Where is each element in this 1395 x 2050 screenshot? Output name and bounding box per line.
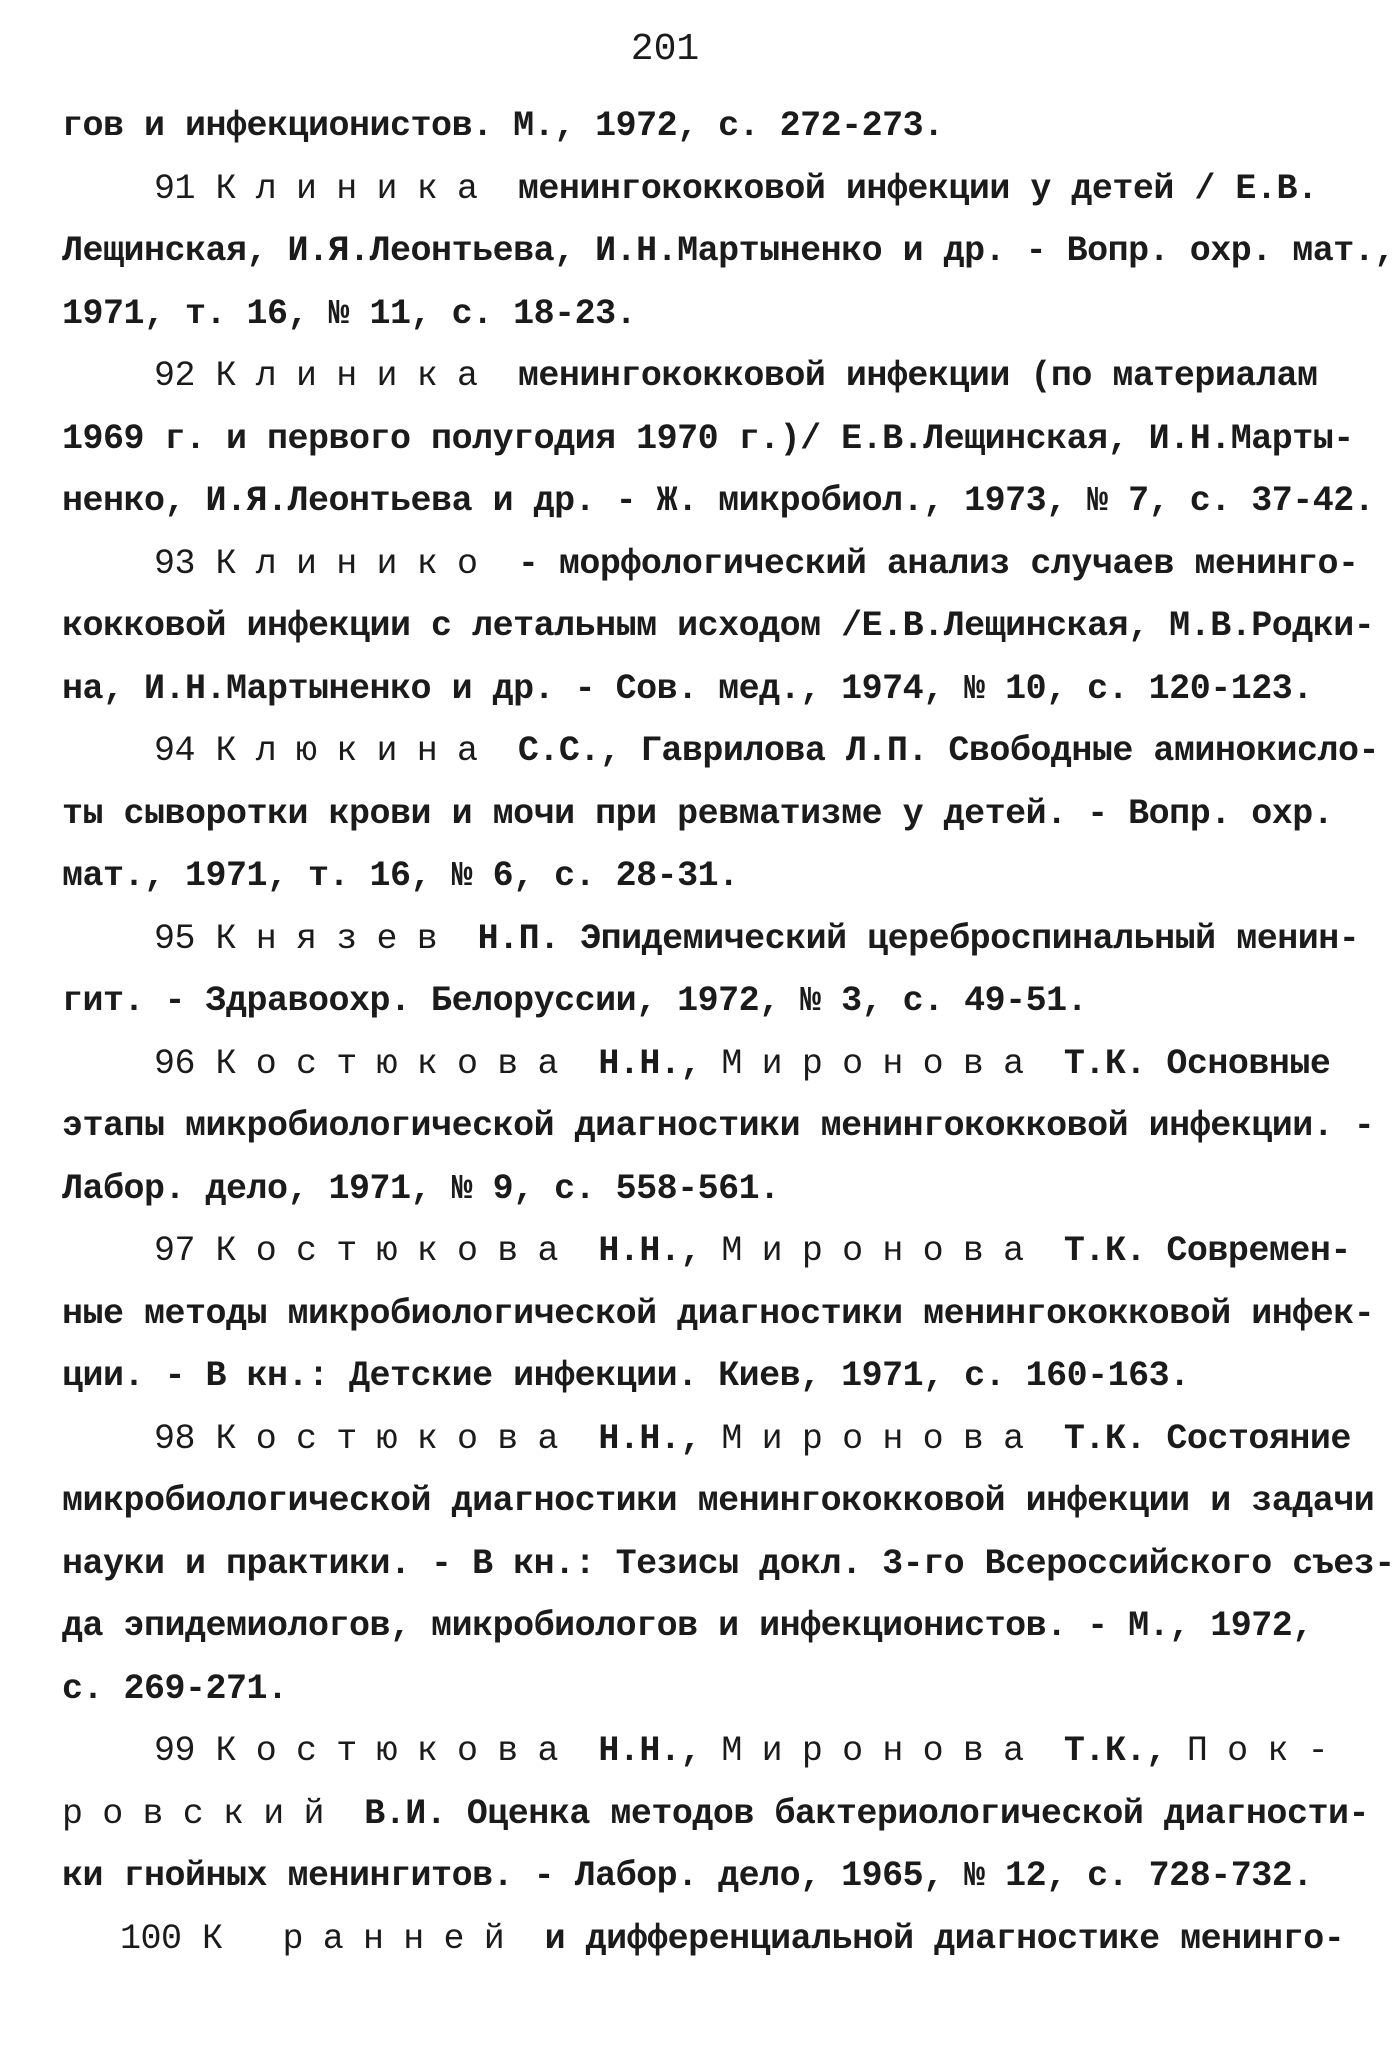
text-line: этапы микробиологической диагностики менингококковой инфекции. - [62, 1106, 1375, 1146]
page-number: 201 [630, 28, 700, 71]
entry-heading: Клиника [215, 356, 498, 396]
text-line: микробиологической диагностики менингококковой инфекции и задачи [62, 1481, 1375, 1521]
text-line: гов и инфекционистов. М., 1972, с. 272-273. [62, 106, 944, 146]
entry-heading: Костюкова [215, 1731, 578, 1771]
text-line: Лещинская, И.Я.Леонтьева, И.Н.Мартыненко и др. - Вопр. охр. мат., [62, 231, 1395, 271]
entry-heading: Миронова [721, 1043, 1044, 1084]
entry-heading: Костюкова [215, 1043, 578, 1084]
entry-heading: Клиника [215, 168, 498, 209]
text-line: с. 269-271. [62, 1668, 288, 1709]
text-line: да эпидемиологов, микробиологов и инфекционистов. - М., 1972, [62, 1606, 1313, 1646]
bibliography-entry-95 [62, 908, 1360, 1033]
entry-heading: Костюкова [215, 1418, 578, 1459]
entry-heading: К ранней [202, 1918, 525, 1959]
entry-number: 99 [154, 1731, 196, 1771]
entry-number: 91 [154, 168, 196, 209]
text-segment: Т.К. Основные [1043, 1043, 1331, 1084]
text-segment: Т.К. Современ- [1043, 1231, 1351, 1271]
entry-heading: Миронова [721, 1231, 1044, 1271]
text-line: Лабор. дело, 1971, № 9, с. 558-561. [62, 1168, 780, 1209]
text-line: ции. - В кн.: Детские инфекции. Киев, 1971, с. 160-163. [62, 1356, 1190, 1396]
text-line: ты сыворотки крови и мочи при ревматизме у детей. - Вопр. охр. [62, 793, 1334, 834]
entry-number: 100 [120, 1918, 182, 1959]
text-line: мат., 1971, т. 16, № 6, с. 28-31. [62, 856, 739, 896]
text-line: ненко, И.Я.Леонтьева и др. - Ж. микробиол., 1973, № 7, с. 37-42. [62, 481, 1375, 521]
entry-heading: Пок- [1186, 1731, 1348, 1771]
text-line: менингококковой инфекции (по материалам [497, 356, 1318, 396]
entry-heading: Клинико [215, 543, 498, 584]
text-segment: Н.Н., [577, 1043, 722, 1084]
bibliography-list [62, 95, 1395, 1970]
bibliography-entry-93 [62, 533, 1375, 721]
text-line: гит. - Здравоохр. Белоруссии, 1972, № 3, с. 49-51. [62, 981, 1088, 1021]
bibliography-entry-97 [62, 1220, 1375, 1408]
text-line [578, 1231, 1351, 1271]
entry-number: 97 [154, 1231, 196, 1271]
bibliography-entry-92 [62, 345, 1375, 533]
text-line: менингококковой инфекции у детей / Е.В. [497, 168, 1318, 209]
text-line: ки гнойных менингитов. - Лабор. дело, 1965, № 12, с. 728-732. [62, 1856, 1313, 1896]
bibliography-entry-100 [62, 1908, 1345, 1971]
entry-heading: Князев [215, 918, 458, 959]
text-segment: Н.Н., [577, 1231, 722, 1271]
entry-heading: Миронова [721, 1731, 1044, 1771]
entry-number: 94 [154, 731, 196, 771]
entry-heading: Миронова [721, 1418, 1044, 1459]
entry-number: 96 [154, 1043, 196, 1084]
entry-heading: Костюкова [215, 1231, 578, 1271]
text-segment: Н.Н., [577, 1731, 722, 1771]
text-line [578, 1731, 1348, 1771]
text-line: науки и практики. - В кн.: Тезисы докл. 3-го Всероссийского съез- [62, 1543, 1395, 1584]
bibliography-entry-98 [62, 1408, 1395, 1721]
text-line: 1969 г. и первого полугодия 1970 г.)/ Е.В.Лещинская, И.Н.Марты- [62, 418, 1354, 459]
text-line: и дифференциальной диагностике менинго- [524, 1918, 1345, 1959]
entry-number: 92 [154, 356, 196, 396]
bibliography-entry-99 [62, 1720, 1369, 1908]
text-line: кокковой инфекции с летальным исходом /Е.В.Лещинская, М.В.Родки- [62, 606, 1375, 646]
text-segment: Н.Н., [577, 1418, 722, 1459]
text-line: - морфологический анализ случаев менинго- [497, 543, 1359, 584]
bibliography-entry-91 [62, 158, 1395, 346]
text-line [578, 1419, 1351, 1459]
text-line: С.С., Гаврилова Л.П. Свободные аминокисло- [497, 731, 1379, 771]
text-line: на, И.Н.Мартыненко и др. - Сов. мед., 1974, № 10, с. 120-123. [62, 668, 1313, 709]
text-segment: Т.К. Состояние [1043, 1418, 1351, 1459]
entry-number: 93 [154, 543, 196, 584]
text-line: 1971, т. 16, № 11, с. 18-23. [62, 293, 637, 334]
bibliography-entry-96 [62, 1033, 1375, 1221]
entry-number: 95 [154, 918, 196, 959]
text-segment: Т.К., [1043, 1731, 1187, 1771]
bibliography-entry-94 [62, 720, 1379, 908]
text-line: В.И. Оценка методов бактериологической диагности- [343, 1793, 1369, 1834]
entry-number: 98 [154, 1418, 196, 1459]
text-line: ные методы микробиологической диагностики менингококковой инфек- [62, 1293, 1375, 1334]
text-line [578, 1044, 1331, 1084]
text-line: Н.П. Эпидемический цереброспинальный менин- [457, 918, 1360, 959]
entry-heading: ровский [62, 1793, 344, 1834]
entry-heading: Клюкина [215, 731, 498, 771]
continuation-text [62, 95, 1252, 158]
